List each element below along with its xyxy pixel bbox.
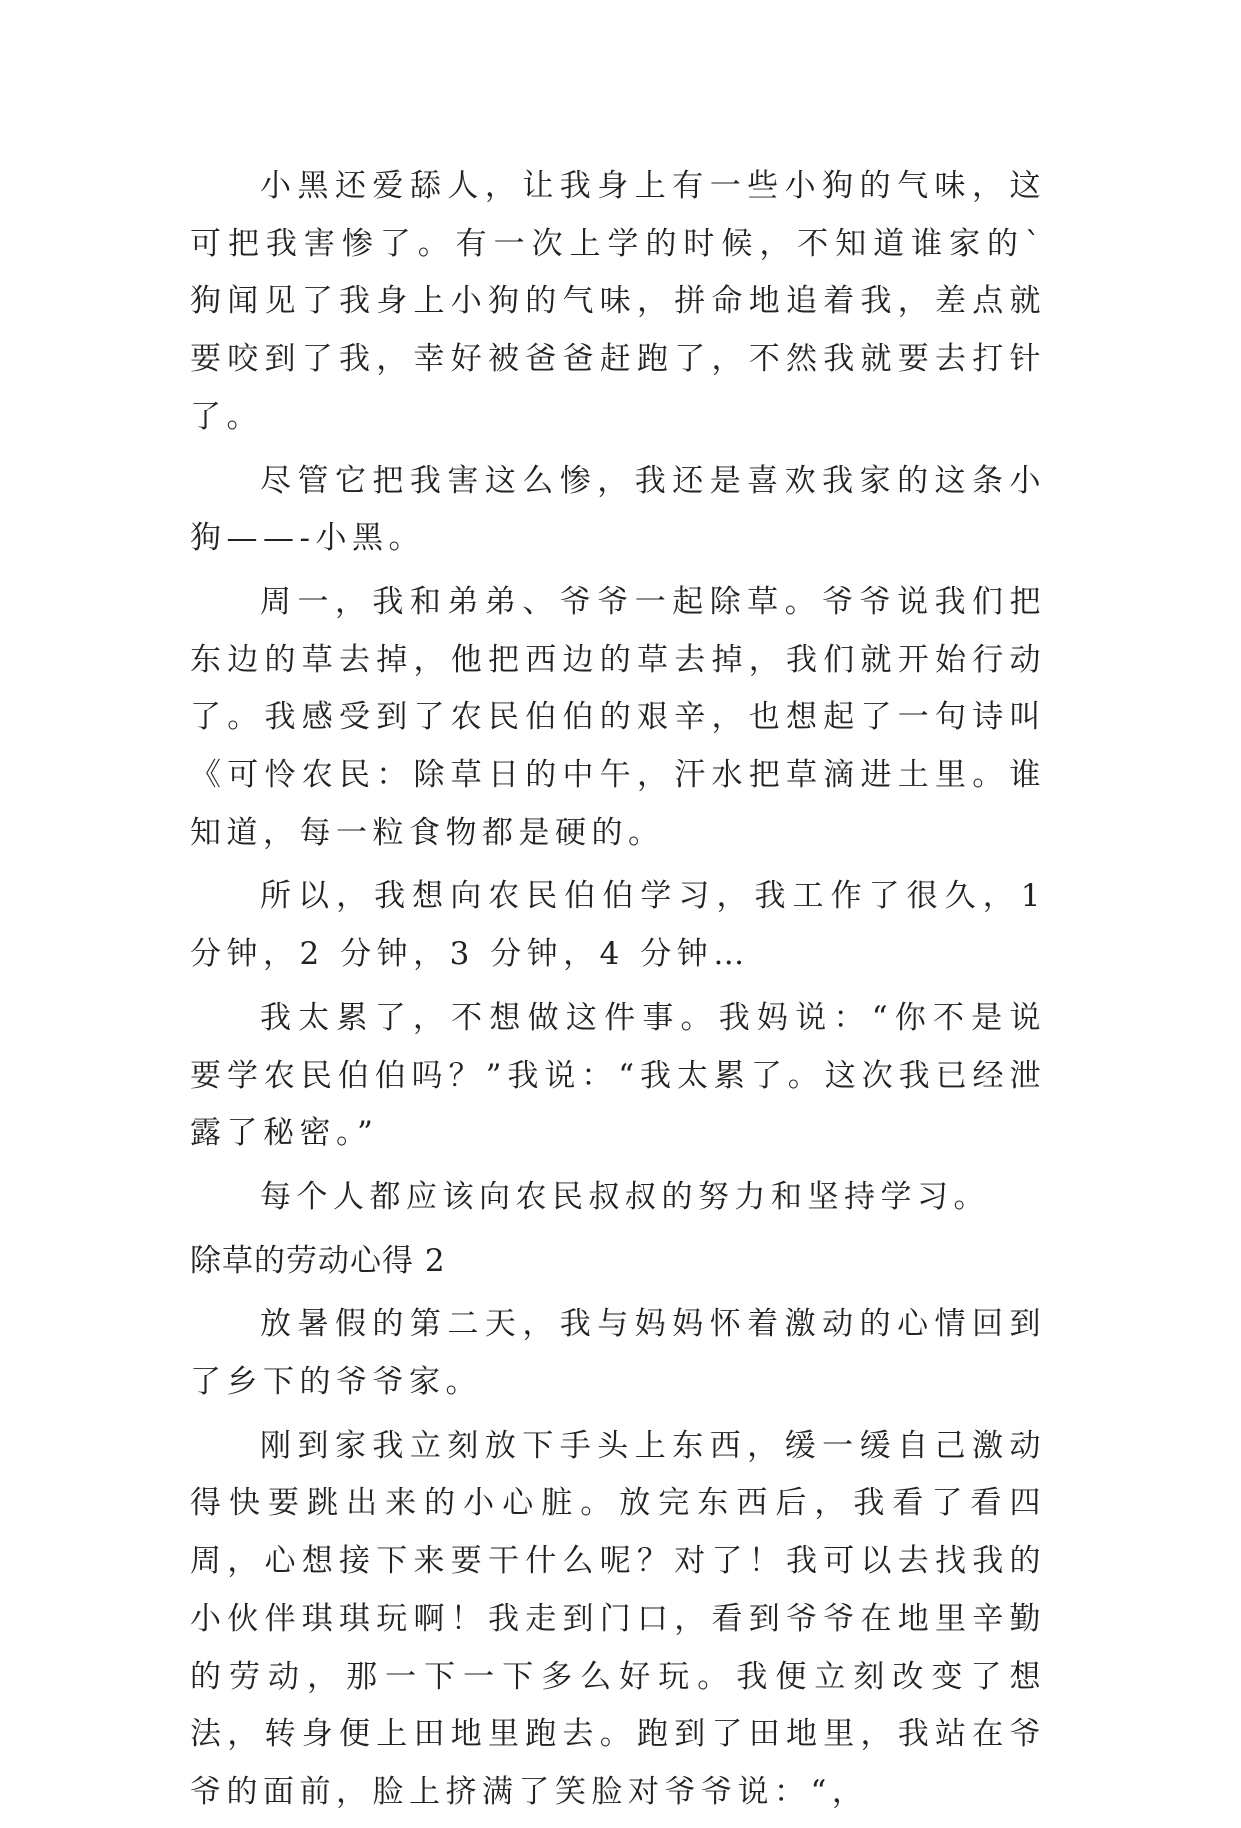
paragraph: 每个人都应该向农民叔叔的努力和坚持学习。	[260, 1178, 990, 1215]
paragraph: 周一，我和弟弟、爷爷一起除草。爷爷说我们把东边的草去掉，他把西边的草去掉，我们就开始行动了。我感受到了农民伯伯的艰辛，也想起了一句诗叫《可怜农民：除草日的中午，汗水把草滴进土里。谁知道，每一粒食物都是硬的。	[190, 583, 1046, 851]
paragraph: 尽管它把我害这么惨，我还是喜欢我家的这条小狗——-小黑。	[190, 462, 1046, 557]
section-heading: 除草的劳动心得 2	[190, 1242, 446, 1279]
document-body	[190, 158, 1062, 1828]
paragraph: 所以，我想向农民伯伯学习，我工作了很久，1 分钟，2 分钟，3 分钟，4 分钟…	[190, 878, 1062, 973]
paragraph: 小黑还爱舔人，让我身上有一些小狗的气味，这可把我害惨了。有一次上学的时候，不知道谁家的`狗闻见了我身上小狗的气味，拼命地追着我，差点就要咬到了我，幸好被爸爸赶跑了，不然我就要去打针了。	[190, 168, 1046, 435]
paragraph: 放暑假的第二天，我与妈妈怀着激动的心情回到了乡下的爷爷家。	[190, 1306, 1046, 1401]
paragraph: 我太累了，不想做这件事。我妈说：“你不是说要学农民伯伯吗？”我说：“我太累了。这次我已经泄露了秘密。”	[190, 999, 1046, 1152]
paragraph: 刚到家我立刻放下手头上东西，缓一缓自己激动得快要跳出来的小心脏。放完东西后，我看了看四周，心想接下来要干什么呢？对了！我可以去找我的小伙伴琪琪玩啊！我走到门口，看到爷爷在地里辛勤的劳动，那一下一下多么好玩。我便立刻改变了想法，转身便上田地里跑去。跑到了田地里，我站在爷爷的面前，脸上挤满了笑脸对爷爷说：“，	[190, 1427, 1046, 1810]
